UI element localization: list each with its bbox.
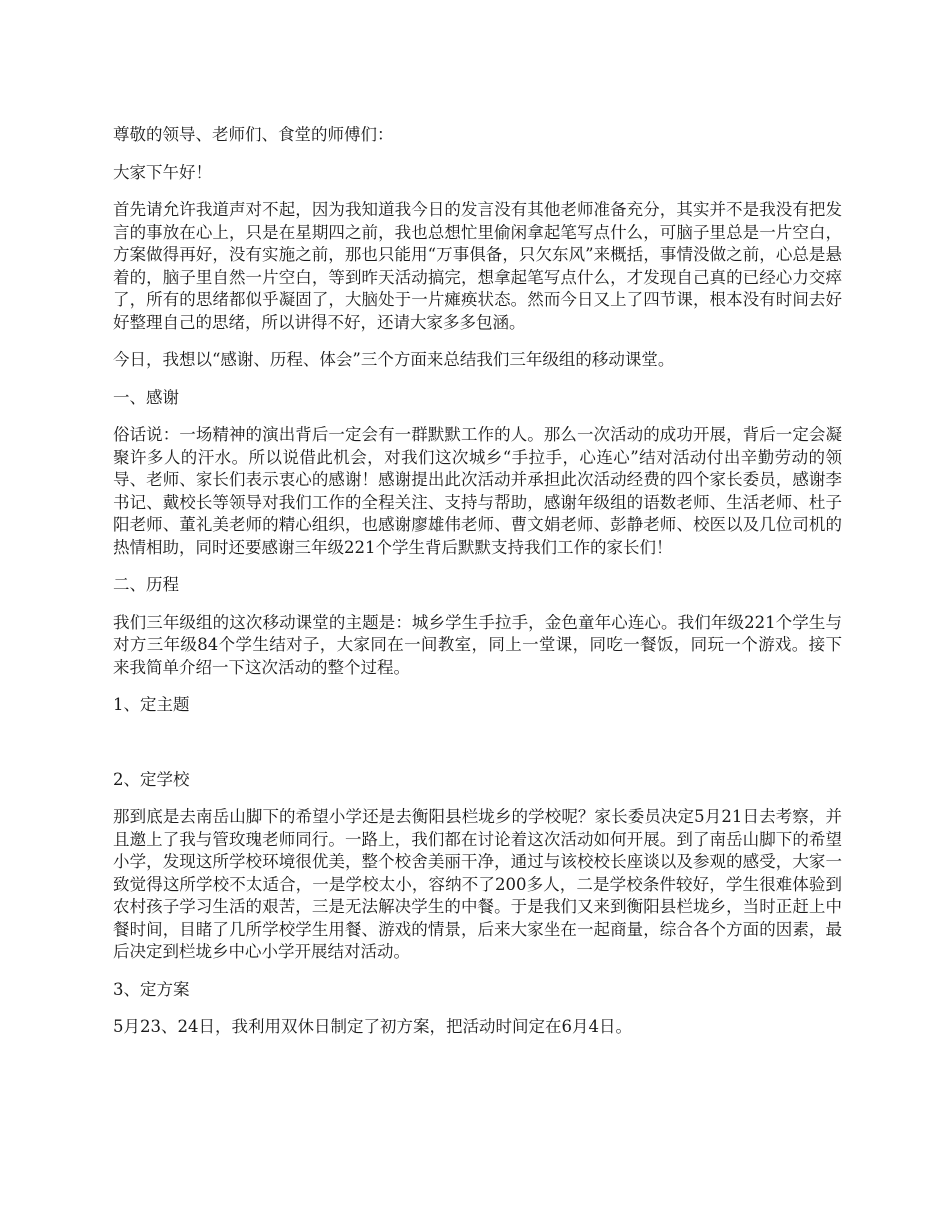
- subheading-theme: 1、定主题: [113, 695, 190, 714]
- subheading-school: 2、定学校: [113, 769, 190, 789]
- blank-space: [113, 732, 842, 769]
- paragraph-apology: 首先请允许我道声对不起，因为我知道我今日的发言没有其他老师准备充分，其实并不是我没有把发言的事放在心上，只是在星期四之前，我也总想忙里偷闲拿起笔写点什么，可脑子里总是一片空白，方案做得再好，没有实施之前，那也只能用“万事俱备，只欠东风”来概括，事情没做之前，心总是悬着的，脑子里自然一片空白，等到昨天活动搞完，想拿起笔写点什么，才发现自己真的已经心力交瘁了，所有的思绪都似乎凝固了，大脑处于一片瘫痪状态。然而今日又上了四节课，根本没有时间去好好整理自己的思绪，所以讲得不好，还请大家多多包涵。: [113, 200, 842, 332]
- paragraph-process: 我们三年级组的这次移动课堂的主题是：城乡学生手拉手，金色童年心连心。我们年级221个学生与对方三年级84个学生结对子，大家同在一间教室，同上一堂课，同吃一餐饭，同玩一个游戏。接下来我简单介绍一下这次活动的整个过程。: [113, 612, 842, 677]
- greeting: 大家下午好！: [113, 162, 212, 182]
- document-body: [113, 124, 842, 1054]
- section-heading-thanks: 一、感谢: [113, 387, 179, 407]
- subheading-plan: 3、定方案: [113, 979, 190, 999]
- salutation: 尊敬的领导、老师们、食堂的师傅们：: [113, 125, 394, 144]
- paragraph-school: 那到底是去南岳山脚下的希望小学还是去衡阳县栏垅乡的学校呢？家长委员决定5月21日去考察，并且邀上了我与管玫瑰老师同行。一路上，我们都在讨论着这次活动如何开展。到了南岳山脚下的希望小学，发现这所学校环境很优美，整个校舍美丽干净，通过与该校校长座谈以及参观的感受，大家一致觉得这所学校不太适合，一是学校太小，容纳不了200多人，二是学校条件较好，学生很难体验到农村孩子学习生活的艰苦，三是无法解决学生的中餐。于是我们又来到衡阳县栏垅乡，当时正赶上中餐时间，目睹了几所学校学生用餐、游戏的情景，后来大家坐在一起商量，综合各个方面的因素，最后决定到栏垅乡中心小学开展结对活动。: [113, 807, 842, 961]
- section-heading-process: 二、历程: [113, 575, 179, 594]
- paragraph-plan: 5月23、24日，我利用双休日制定了初方案，把活动时间定在6月4日。: [113, 1017, 632, 1036]
- paragraph-intro: 今日，我想以“感谢、历程、体会”三个方面来总结我们三年级组的移动课堂。: [113, 350, 675, 369]
- paragraph-thanks: 俗话说：一场精神的演出背后一定会有一群默默工作的人。那么一次活动的成功开展，背后一定会凝聚许多人的汗水。所以说借此机会，对我们这次城乡“手拉手，心连心”结对活动付出辛勤劳动的领导、老师、家长们表示衷心的感谢！感谢提出此次活动并承担此次活动经费的四个家长委员，感谢李书记、戴校长等领导对我们工作的全程关注、支持与帮助，感谢年级组的语数老师、生活老师、杜子阳老师、董礼美老师的精心组织，也感谢廖雄伟老师、曹文娟老师、彭静老师、校医以及几位司机的热情相助，同时还要感谢三年级221个学生背后默默支持我们工作的家长们！: [113, 425, 842, 557]
